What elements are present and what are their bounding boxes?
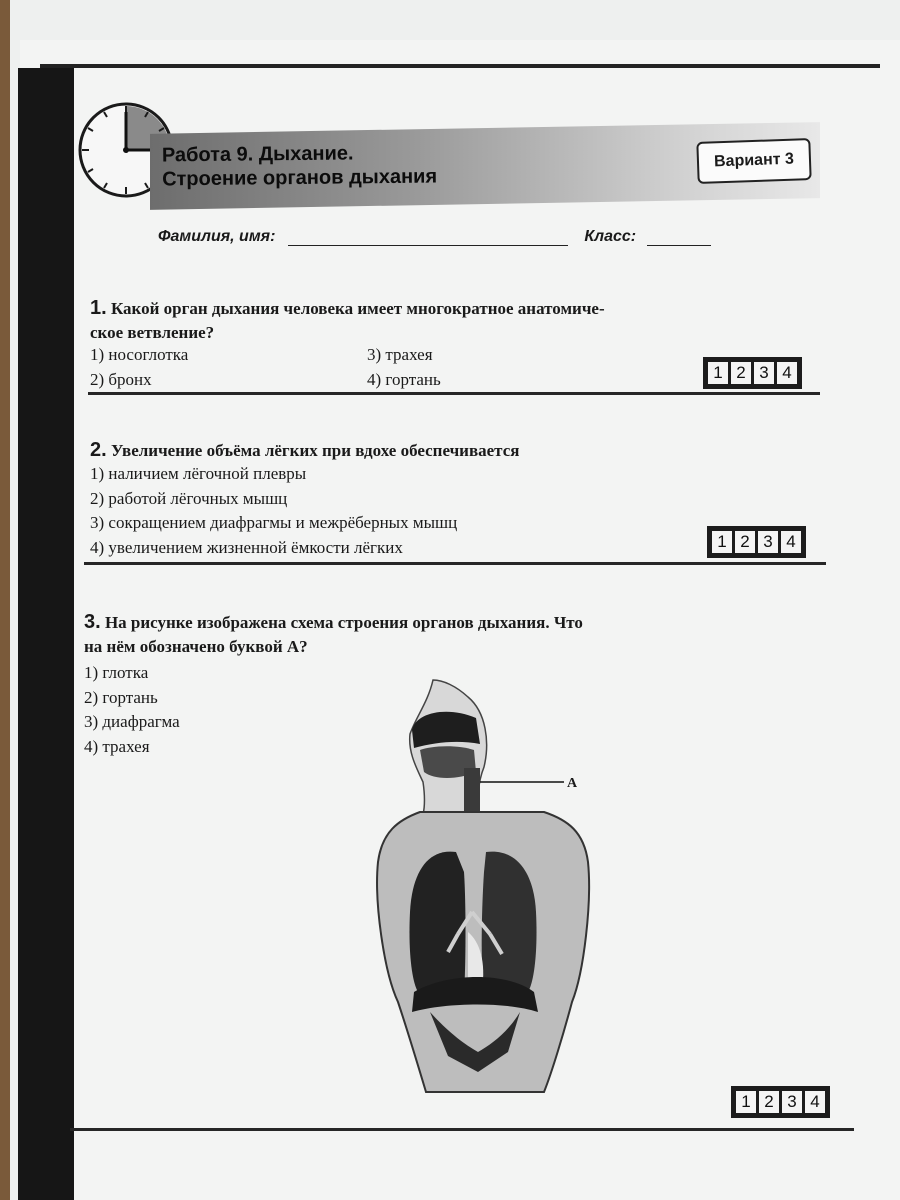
question-2-option-4[interactable]: 4) увеличением жизненной ёмкости лёгких — [90, 537, 403, 557]
question-1-option-2[interactable]: 2) бронх — [90, 369, 152, 389]
question-1 — [90, 296, 810, 345]
question-1-options-right — [367, 343, 441, 392]
question-2-options — [90, 462, 457, 560]
question-2-option-1[interactable]: 1) наличием лёгочной плевры — [90, 464, 307, 483]
answer-box-3[interactable]: 3 — [754, 362, 774, 384]
question-3 — [84, 610, 814, 659]
top-rule — [40, 64, 880, 68]
question-3-options — [84, 661, 180, 759]
answer-box-1[interactable]: 1 — [708, 362, 728, 384]
name-field[interactable] — [288, 231, 568, 246]
question-2-answer-boxes — [707, 526, 806, 558]
binding-edge — [18, 68, 74, 1200]
answer-box-3[interactable]: 3 — [758, 531, 778, 553]
question-2-number: 2. — [90, 439, 107, 461]
question-3-divider — [70, 1128, 854, 1131]
question-1-answer-boxes — [703, 357, 802, 389]
answer-box-1[interactable]: 1 — [712, 531, 732, 553]
answer-box-4[interactable]: 4 — [781, 531, 801, 553]
variant-badge: Вариант 3 — [696, 138, 811, 184]
question-3-option-4[interactable]: 4) трахея — [84, 736, 150, 756]
question-3-option-2[interactable]: 2) гортань — [84, 687, 158, 707]
question-2-option-2[interactable]: 2) работой лёгочных мышц — [90, 488, 288, 508]
question-2-option-3[interactable]: 3) сокращением диафрагмы и межрёберных мышц — [90, 513, 458, 532]
question-3-text-line-2: на нём обозначено буквой А? — [84, 637, 308, 656]
question-2-divider — [84, 562, 826, 565]
answer-box-4[interactable]: 4 — [805, 1091, 825, 1113]
answer-box-2[interactable]: 2 — [735, 531, 755, 553]
question-2-text: Увеличение объёма лёгких при вдохе обеспечивается — [110, 441, 520, 460]
question-1-options-left — [90, 343, 188, 392]
question-1-option-1[interactable]: 1) носоглотка — [90, 345, 189, 364]
question-1-option-4[interactable]: 4) гортань — [367, 369, 441, 389]
question-1-option-3[interactable]: 3) трахея — [367, 345, 433, 364]
name-label: Фамилия, имя: — [158, 228, 276, 245]
title-line-2: Строение органов дыхания — [162, 165, 438, 191]
question-1-text-line-1: Какой орган дыхания человека имеет многократное анатомиче- — [110, 299, 605, 318]
question-1-text-line-2: ское ветвление? — [90, 323, 215, 342]
question-3-text-line-1: На рисунке изображена схема строения органов дыхания. Что — [104, 613, 583, 632]
class-label: Класс: — [584, 228, 637, 245]
question-3-number: 3. — [84, 611, 101, 633]
answer-box-1[interactable]: 1 — [736, 1091, 756, 1113]
title-line-1: Работа 9. Дыхание. — [161, 142, 354, 167]
answer-box-2[interactable]: 2 — [731, 362, 751, 384]
class-field[interactable] — [647, 231, 711, 246]
student-info-row — [158, 228, 728, 246]
question-3-option-3[interactable]: 3) диафрагма — [84, 712, 180, 731]
figure-label-a: А — [567, 776, 578, 791]
question-1-number: 1. — [90, 297, 107, 319]
page-title — [162, 141, 437, 192]
question-1-divider — [88, 392, 820, 395]
question-3-option-1[interactable]: 1) глотка — [84, 663, 149, 682]
question-2 — [90, 438, 810, 463]
answer-box-4[interactable]: 4 — [777, 362, 797, 384]
respiratory-system-figure — [368, 672, 598, 1096]
question-3-answer-boxes — [731, 1086, 830, 1118]
answer-box-3[interactable]: 3 — [782, 1091, 802, 1113]
answer-box-2[interactable]: 2 — [759, 1091, 779, 1113]
